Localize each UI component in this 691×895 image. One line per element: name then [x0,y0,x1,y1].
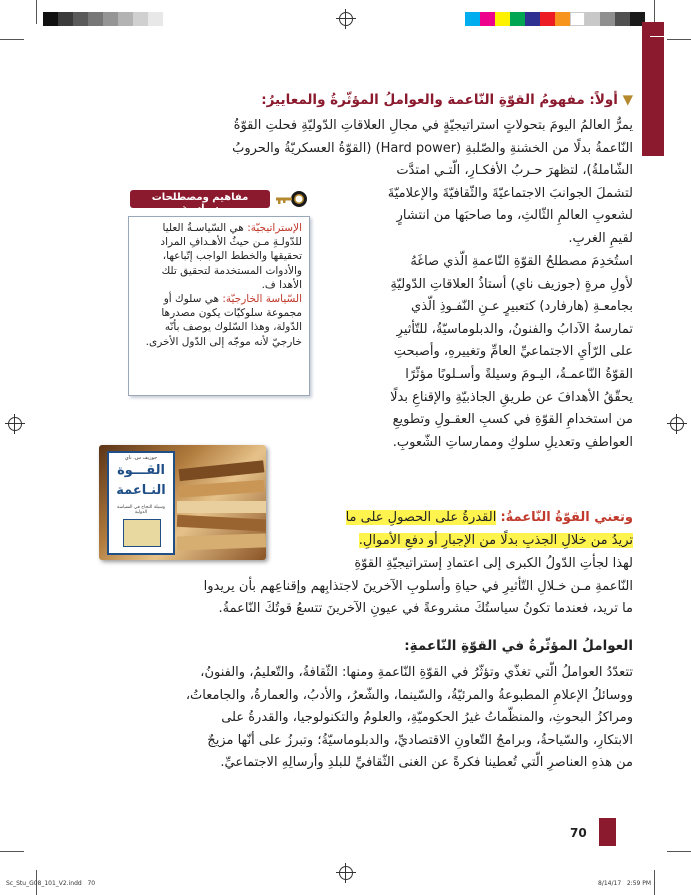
intro-paragraph-narrow [320,160,633,250]
gray-calibration-bar [43,12,163,26]
book-title-line1: القـــوة [117,463,165,478]
sidebar-line: والأدوات المستخدمة لتحقيق تلك [161,264,302,277]
factors-line: تتعدّدُ العواملُ الّتي تغذّي وتؤثّرُ في القوّةِ النّاعمةِ ومنها: الثّقافةُ، والتّعليمُ، والفنونُ، [200,665,633,680]
trim-mark [654,870,655,895]
section-heading-factors: العواملُ المؤثّرةُ في القوّةِ النّاعمةِ: [404,638,633,654]
history-line: من استخدامِ القوّةِ في كسبِ العقـولِ وتطويعِ [392,412,633,428]
strategy-line: لهذا لجأتِ الدّولُ الكبرى إلى اعتمادِ إستراتيجيّةِ القوّةِ [354,556,633,571]
factors-line: ومراكزُ البحوثِ، والمنظّماتُ غيرُ الحكوميّةِ، والعلومُ والتكنولوجيا، والقدرةُ على [221,710,633,726]
definition-line [271,507,633,530]
sidebar-line: خارجيّ لأنه موجّه إلى الدّول الأخرى. [145,335,302,348]
print-date-label: 8/14/17 2:59 PM [598,880,652,887]
history-line: يحقّقُ الأهدافَ عن طريقِ الجاذبيّةِ والإقناعِ بدلًا [390,389,633,405]
sidebar-header [130,188,308,214]
section-heading-concept: ▼ أولاً: مفهومُ القوّةِ النّاعمة والعواملُ المؤثّرةُ والمعاييرُ: [261,92,633,108]
sidebar-line: تحقيقها والخطط الواجب إتّباعها، [162,250,302,263]
factors-line: ووسائلُ الإعلامِ المطبوعةُ والمرئيّةُ، والسّينما، والشّعرُ، والأدبُ، والعمارةُ، والجامعاتُ، [185,687,633,703]
sidebar-content [136,221,302,349]
factors-line: من هذهِ العناصرِ الّتي تُعطينا فكرةً عن الغنى الثّقافيِّ للبلدِ وأرسالِهِ الاجتماعيِّ. [220,755,633,771]
sidebar-line: الإستراتيجيّة: هي السّياسـةُ العليا [162,222,302,234]
trim-mark [654,0,655,24]
definition-block [271,507,633,530]
trim-mark [667,851,691,852]
definition-line [108,530,633,553]
sidebar-term-strategy: الإستراتيجيّة: [247,222,302,234]
color-calibration-bar [465,12,645,26]
history-line: على الرّأيِ الاجتماعيِّ العامِّ وتغييرهِ، وأصبحتِ [393,344,633,360]
history-line: بجامعـةِ (هارفارد) كتعبيرٍ عـنِ النّفـوذِ الّذي [411,299,633,315]
sidebar-title: مفاهيم ومصطلحات سياسية [151,192,249,214]
definition-term: وتعني القوّةُ النّاعمةُ: [500,510,633,525]
intro-line: لتشملَ الجوانبَ الاجتماعيّةَ والثّقافيّةَ والإعلاميّةَ [387,185,633,201]
history-line: العواطفِ وتعديلِ سلوكِ وممارساتِ الشّعوبِ. [392,434,633,450]
registration-mark-icon [8,417,22,431]
sidebar-line: للدّولـةِ مـن حيثُ الأهـدافِ المراد [160,236,302,249]
registration-mark-icon [339,866,353,880]
print-file-label: Sc_Stu_G08_101_V2.indd 70 [6,880,96,887]
definition-highlight: القدرةُ على الحصولِ على ما [345,510,497,525]
strategy-line: ما تريد، فعندما تكونُ سياستُكَ مشروعةً في عيونِ الآخرينَ تتسعُ قوتُكَ النّاعمةُ. [218,601,633,617]
chapter-tab-line [650,36,664,37]
sidebar-line: الأهدا ف. [261,278,302,291]
book-subtitle: وسيلة النجاح في السياسة الدولية [116,505,166,515]
history-line: لأولِ مرةٍ (جوزيف ناي) أستاذُ العلاقاتِ الدّوليّةِ [390,276,633,292]
factors-paragraph [108,662,633,775]
key-icon [274,189,308,209]
sidebar-line: السّياسة الخارجيّة: هي سلوك أو [163,293,302,306]
trim-mark [0,39,24,40]
sidebar-term-foreign-policy: السّياسة الخارجيّة: [222,293,302,306]
intro-line: لقيمِ الغربِ. [568,230,633,246]
book-title-line2: النـاعمة [116,483,166,498]
sidebar-line: الدّولة، وهذا السّلوك يوصف بأنّه [164,321,302,334]
page-number-tab [599,818,616,846]
book-author: جوزيف س. ناي [124,455,158,461]
chapter-tab [642,22,664,156]
definition-highlight: تريدُ من خلالِ الجذبِ بدلًا من الإجبارِ أو دفعِ الأموالِ. [358,533,633,548]
registration-mark-icon [670,417,684,431]
sidebar-box [128,216,310,396]
history-line: استُخدِمَ مصطلحُ القوّةِ النّاعمةِ الّذي صاغَهُ [410,254,633,269]
history-line: القوّةُ النّاعمـةُ، اليـومَ وسيلةً وأسـلوبًا مؤثّرًا [405,366,633,382]
sidebar-line: مجموعة سلوكيّات يكون مصدرها [161,307,302,320]
intro-paragraph [108,115,633,160]
registration-mark-icon [339,12,353,26]
intro-line: لشعوبِ العالمِ الثّالثِ، وما صاحبَها من انتشارٍ [396,208,633,224]
strategy-line: النّاعمةِ مـن خـلالِ التّأثيرِ في حياةِ وأسلوبِ الآخرينَ لاجتذابِهم وإقناعِهم بأن يريدوا [203,578,633,594]
history-line: تمارسهُ الآدابُ والفنونُ، والدبلوماسيّةُ، للتّأثيرِ [396,321,633,337]
trim-mark [36,0,37,24]
triangle-bullet-icon: ▼ [622,92,633,108]
intro-line: يمرُّ العالمُ اليومَ بتحولاتٍ استراتيجيّةٍ في مجالِ العلاقاتِ الدّوليّةِ فحلتِ القوّةُ [233,118,633,133]
strategy-paragraph [108,553,633,621]
intro-line: النّاعمةُ بدلًا من الخشنةِ والصّلبةِ (Hard power) (القوّةُ العسكريّةُ والحروبُ [232,140,633,156]
trim-mark [667,39,691,40]
term-history-paragraph [320,251,633,454]
factors-line: الابتكارِ، والسّياحةُ، وبرامجُ التّعاونِ الاقتصاديِّ، والدبلوماسيّةُ؛ وتبرزُ على أنّها مزيجٌ [207,732,633,748]
trim-mark [0,851,24,852]
definition-block-2 [108,530,633,553]
intro-line: الشّاملةُ)، لتظهرَ حـربُ الأفكـارِ، الّتـي امتدَّت [396,163,633,178]
page-number: 70 [570,826,587,840]
